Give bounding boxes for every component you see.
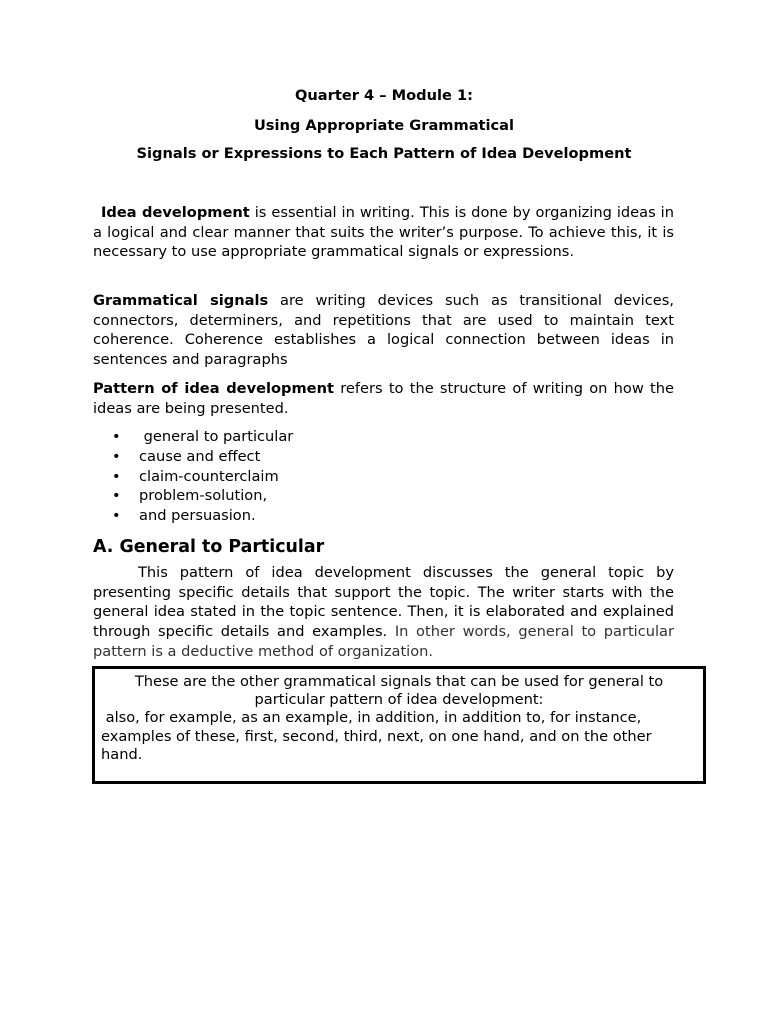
pattern-term: Pattern of idea development bbox=[93, 380, 334, 397]
grammatical-signals-box bbox=[92, 666, 706, 784]
pattern-paragraph bbox=[93, 379, 674, 418]
box-intro-text: These are the other grammatical signals that can be used for general to particular pattern of idea development: bbox=[134, 673, 664, 709]
intro-text: is essential in writing. This is done by organizing ideas in a logical and clear manner that suits the writer’s purpose. To achieve this, it is necessary to use appropriate grammatical signals or expressions. bbox=[93, 204, 674, 261]
bullet-icon: • bbox=[112, 428, 121, 445]
bullet-icon: • bbox=[112, 467, 121, 485]
section-a-body: This pattern of idea development discusses the general topic by presenting specific details that support the topic. The writer starts with the general idea stated in the topic sentence. Then, it is elaborated and explained through specific details and examples. bbox=[93, 564, 674, 641]
list-item: • cause and effect bbox=[112, 447, 261, 465]
bullet-icon: • bbox=[112, 487, 121, 505]
box-signal-list: also, for example, as an example, in addition, in addition to, for instance, examples of these, first, second, third, next, on one hand, and on the other hand. bbox=[101, 709, 657, 763]
module-subtitle-line1: Using Appropriate Grammatical bbox=[253, 117, 515, 134]
pattern-text: refers to the structure of writing on how the ideas are being presented. bbox=[93, 380, 674, 417]
module-subtitle-line2: Signals or Expressions to Each Pattern of Idea Development bbox=[136, 145, 632, 162]
section-a-body-muted: In other words, general to particular pattern is a deductive method of organization. bbox=[93, 623, 674, 660]
section-a-heading: A. General to Particular bbox=[93, 537, 325, 557]
list-item: • general to particular bbox=[112, 428, 294, 445]
intro-paragraph bbox=[93, 203, 674, 262]
list-item: • claim-counterclaim bbox=[112, 467, 279, 485]
section-a-paragraph bbox=[93, 563, 674, 662]
bullet-icon: • bbox=[112, 507, 121, 525]
signals-paragraph bbox=[93, 291, 674, 370]
list-item: • and persuasion. bbox=[112, 507, 256, 525]
list-item: • problem-solution, bbox=[112, 487, 268, 505]
patterns-list bbox=[112, 427, 293, 526]
signals-text: are writing devices such as transitional devices, connectors, determiners, and repetitions that are used to maintain text coherence. Coherence establishes a logical connection between ideas in sentences and paragraphs bbox=[93, 292, 674, 369]
signals-term: Grammatical signals bbox=[93, 292, 269, 309]
module-title: Quarter 4 – Module 1: bbox=[295, 87, 473, 104]
bullet-icon: • bbox=[112, 447, 121, 465]
intro-term: Idea development bbox=[101, 204, 250, 221]
